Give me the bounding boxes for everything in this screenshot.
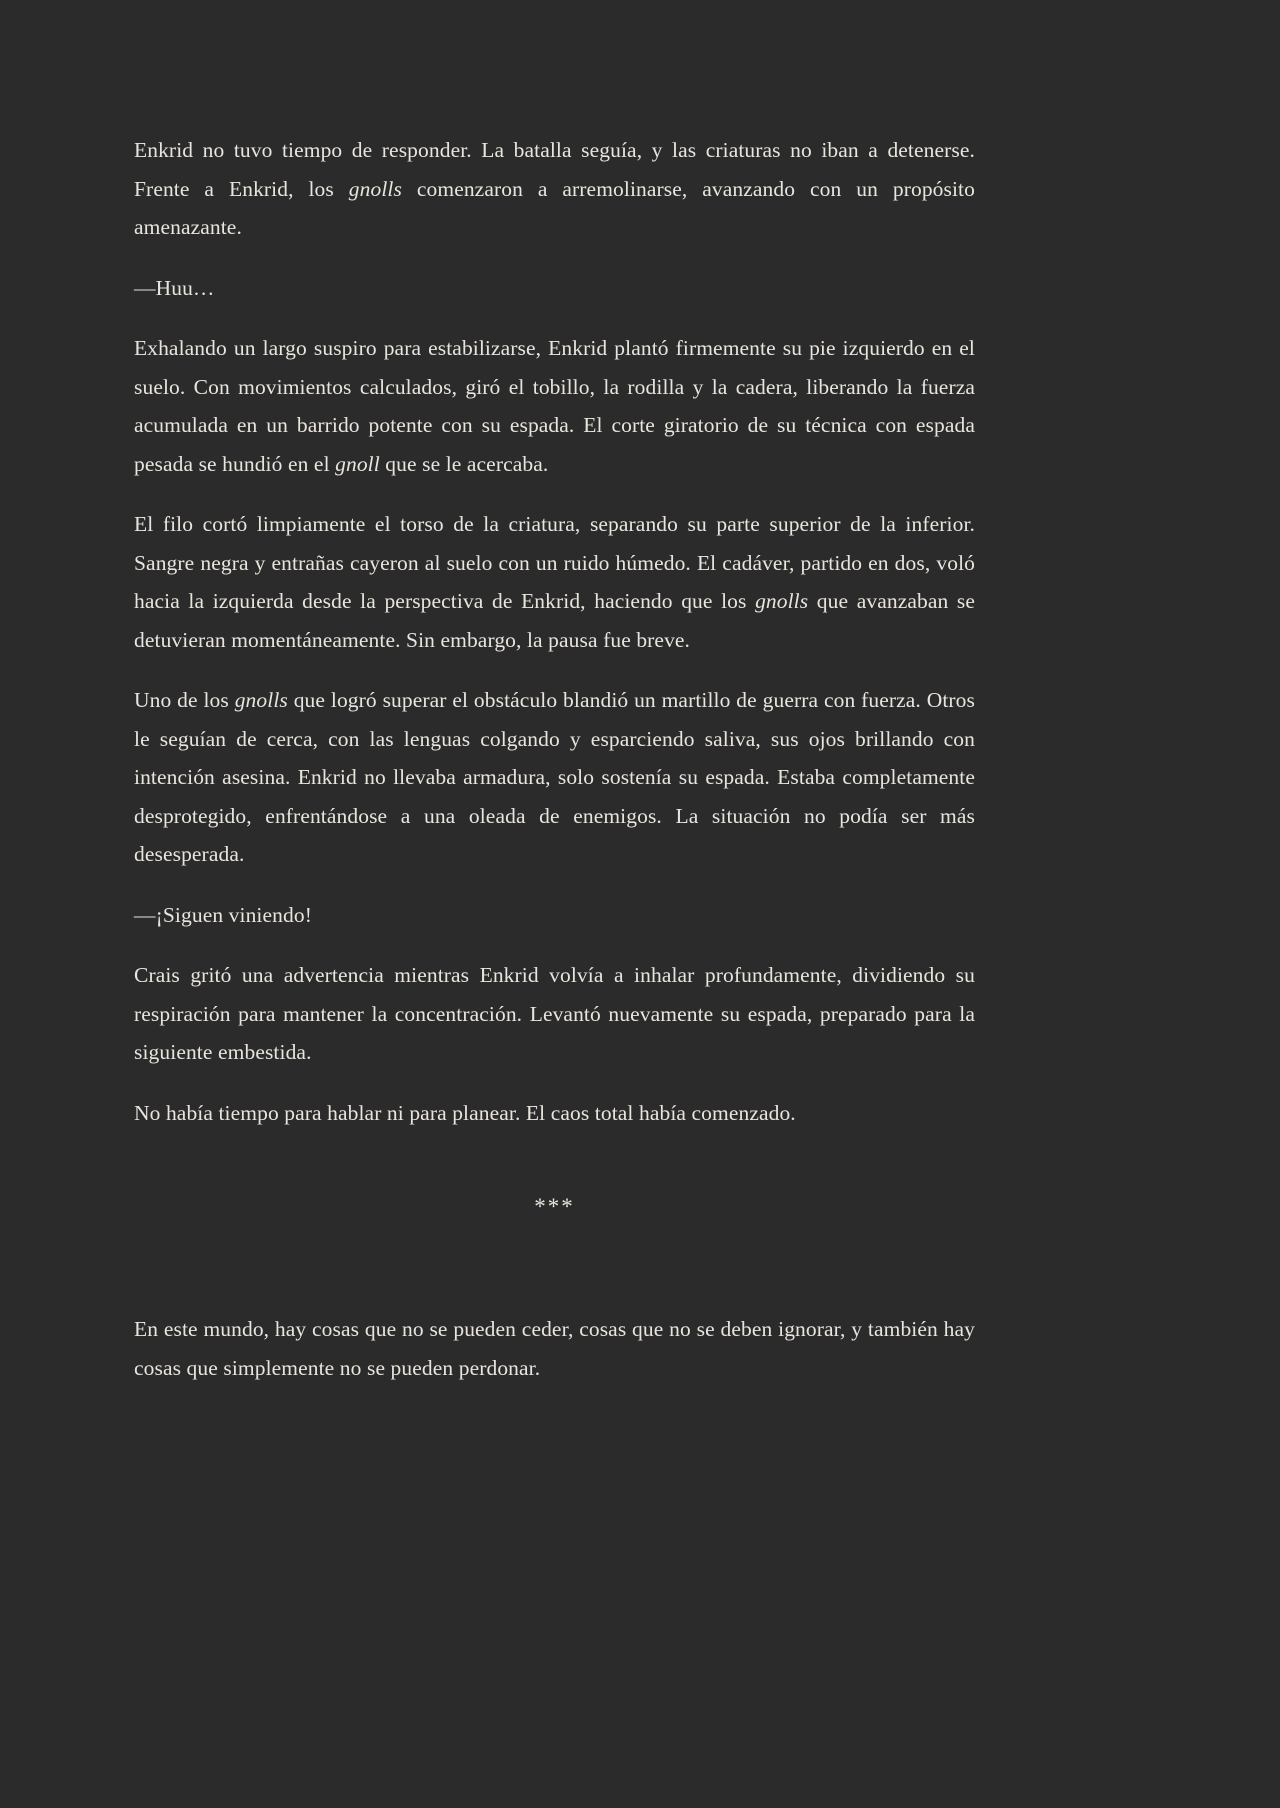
paragraph-4-text-after: que avanzaban se detuvieran momentáneamente. Sin embargo, la pausa fue breve. bbox=[134, 589, 975, 652]
dialogue-line-2: —¡Siguen viniendo! bbox=[134, 902, 312, 927]
paragraph-4-text-before: El filo cortó limpiamente el torso de la criatura, separando su parte superior de la inferior. Sangre negra y entrañas cayeron al suelo con un ruido húmedo. El cadáver, partido en dos, voló hacia la izquierda desde la perspectiva de Enkrid, haciendo que los bbox=[134, 512, 975, 613]
scene-break-divider: *** bbox=[534, 1194, 575, 1219]
paragraph-5-text-before: Uno de los bbox=[134, 688, 235, 712]
paragraph-5-text-after: que logró superar el obstáculo blandió un martillo de guerra con fuerza. Otros le seguían de cerca, con las lenguas colgando y esparciendo saliva, sus ojos brillando con intención asesina. Enkrid no llevaba armadura, solo sostenía su espada. Estaba completamente desprotegido, enfrentándose a una oleada de enemigos. La situación no podía ser más desesperada. bbox=[134, 688, 975, 866]
story-text-column bbox=[134, 131, 975, 1469]
paragraph-5 bbox=[134, 681, 975, 874]
paragraph-8: No había tiempo para hablar ni para planear. El caos total había comenzado. bbox=[134, 1100, 796, 1125]
paragraph-1-emphasis: gnolls bbox=[348, 176, 402, 201]
paragraph-3-text-before: Exhalando un largo suspiro para estabilizarse, Enkrid plantó firmemente su pie izquierdo en el suelo. Con movimientos calculados, giró el tobillo, la rodilla y la cadera, liberando la fuerza acumulada en un barrido potente con su espada. El corte giratorio de su técnica con espada pesada se hundió en el bbox=[134, 336, 975, 476]
dialogue-line-1: —Huu… bbox=[134, 275, 215, 300]
paragraph-9: En este mundo, hay cosas que no se pueden ceder, cosas que no se deben ignorar, y también hay cosas que simplemente no se pueden perdonar. bbox=[134, 1317, 975, 1380]
paragraph-1 bbox=[134, 131, 975, 247]
paragraph-3-text-after: que se le acercaba. bbox=[379, 451, 549, 476]
paragraph-5-emphasis: gnolls bbox=[234, 688, 288, 712]
paragraph-3 bbox=[134, 329, 975, 483]
bottom-spacer bbox=[134, 1409, 975, 1469]
paragraph-3-emphasis: gnoll bbox=[335, 451, 380, 476]
paragraph-1-text-after: comenzaron a arremolinarse, avanzando con un propósito amenazante. bbox=[134, 176, 975, 239]
paragraph-4-emphasis: gnolls bbox=[755, 589, 809, 613]
paragraph-7: Crais gritó una advertencia mientras Enkrid volvía a inhalar profundamente, dividiendo su respiración para mantener la concentración. Levantó nuevamente su espada, preparado para la siguiente embestida. bbox=[134, 963, 975, 1064]
paragraph-4 bbox=[134, 505, 975, 659]
paragraph-1-text-before: Enkrid no tuvo tiempo de responder. La batalla seguía, y las criaturas no iban a detenerse. Frente a Enkrid, los bbox=[134, 138, 975, 201]
